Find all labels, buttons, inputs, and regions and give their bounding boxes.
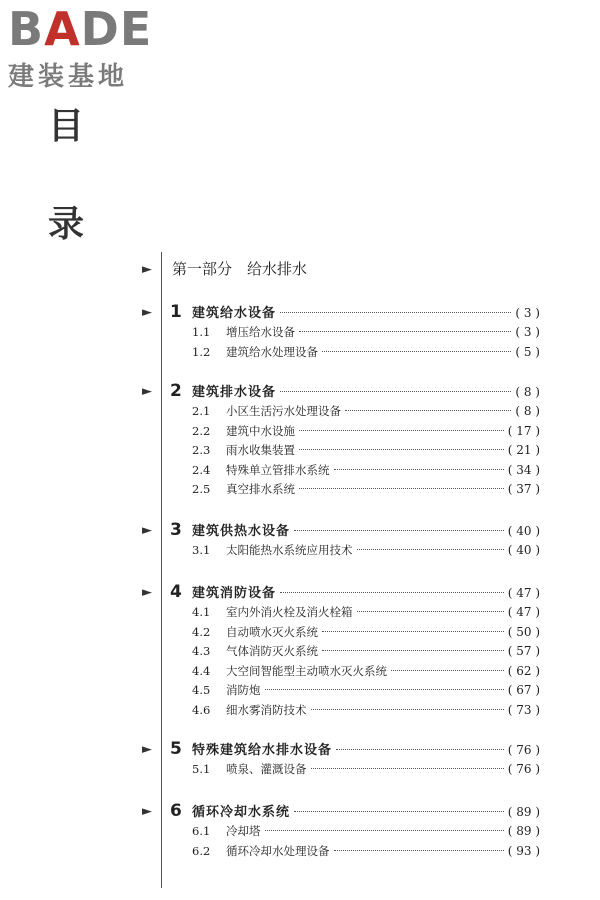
section-row[interactable]: 2.3 雨水收集装置 ( 21 )	[192, 443, 540, 457]
section-row[interactable]: 2.1 小区生活污水处理设备 ( 8 )	[192, 404, 540, 418]
chapter-row[interactable]	[170, 302, 540, 320]
section-row[interactable]: 6.1 冷却塔 ( 89 )	[192, 824, 540, 838]
chapter-row[interactable]: 6 循环冷却水系统 ( 89 )	[170, 801, 540, 821]
chapter-row[interactable]: 3 建筑供热水设备 ( 40 )	[170, 520, 540, 540]
section-row[interactable]: 2.2 建筑中水设施 ( 17 )	[192, 423, 540, 438]
section-title: 增压给水设备	[226, 325, 295, 339]
section-row[interactable]: 3.1 太阳能热水系统应用技术 ( 40 )	[192, 543, 540, 557]
logo-wordmark: BADE	[8, 2, 153, 56]
arrow-icon: ►	[142, 305, 152, 320]
section-row[interactable]: 2.5 真空排水系统 ( 37 )	[192, 482, 540, 496]
arrow-icon: ►	[142, 804, 152, 819]
chapter-row[interactable]: 4 建筑消防设备 ( 47 )	[170, 582, 540, 602]
section-row[interactable]: 2.4 特殊单立管排水系统 ( 34 )	[192, 462, 540, 477]
section-row[interactable]: 4.2 自动喷水灭火系统 ( 50 )	[192, 624, 540, 639]
part-title: 第一部分 给水排水	[172, 260, 308, 278]
chapter-4	[170, 582, 540, 721]
chapter-number: 1	[170, 302, 182, 322]
arrow-icon: ►	[142, 742, 152, 757]
chapter-3	[170, 520, 540, 562]
chapter-title: 建筑给水设备	[192, 306, 277, 321]
arrow-icon: ►	[142, 384, 152, 399]
logo	[8, 2, 153, 93]
arrow-icon: ►	[142, 262, 152, 277]
chapter-row[interactable]: 5 特殊建筑给水排水设备 ( 76 )	[170, 739, 540, 759]
heading-char-lu: 录	[48, 204, 85, 245]
section-row[interactable]: 4.6 细水雾消防技术 ( 73 )	[192, 702, 540, 717]
section-row[interactable]: 4.1 室内外消火栓及消火栓箱 ( 47 )	[192, 605, 540, 619]
section-row[interactable]: 1.2 建筑给水处理设备 ( 5 )	[192, 344, 540, 359]
heading-char-mu: 目	[48, 106, 85, 147]
chapter-2	[170, 381, 540, 501]
toc-divider-line	[161, 252, 162, 888]
section-title: 建筑给水处理设备	[226, 344, 318, 359]
chapter-5	[170, 739, 540, 781]
section-row[interactable]: 4.4 大空间智能型主动喷水灭火系统 ( 62 )	[192, 663, 540, 678]
arrow-icon: ►	[142, 585, 152, 600]
section-row[interactable]: 6.2 循环冷却水处理设备 ( 93 )	[192, 843, 540, 858]
section-row[interactable]: 4.5 消防炮 ( 67 )	[192, 683, 540, 697]
section-row[interactable]: 1.1 增压给水设备 ( 3 )	[192, 325, 540, 339]
chapter-6	[170, 801, 540, 862]
chapter-row[interactable]: 2 建筑排水设备 ( 8 )	[170, 381, 540, 401]
chapter-1	[170, 302, 540, 363]
section-row[interactable]: 4.3 气体消防灭火系统 ( 57 )	[192, 644, 540, 658]
arrow-icon: ►	[142, 523, 152, 538]
page-number: ( 3 )	[515, 306, 540, 320]
section-row[interactable]: 5.1 喷泉、灌溉设备 ( 76 )	[192, 762, 540, 776]
logo-subtitle: 建装基地	[8, 62, 129, 92]
